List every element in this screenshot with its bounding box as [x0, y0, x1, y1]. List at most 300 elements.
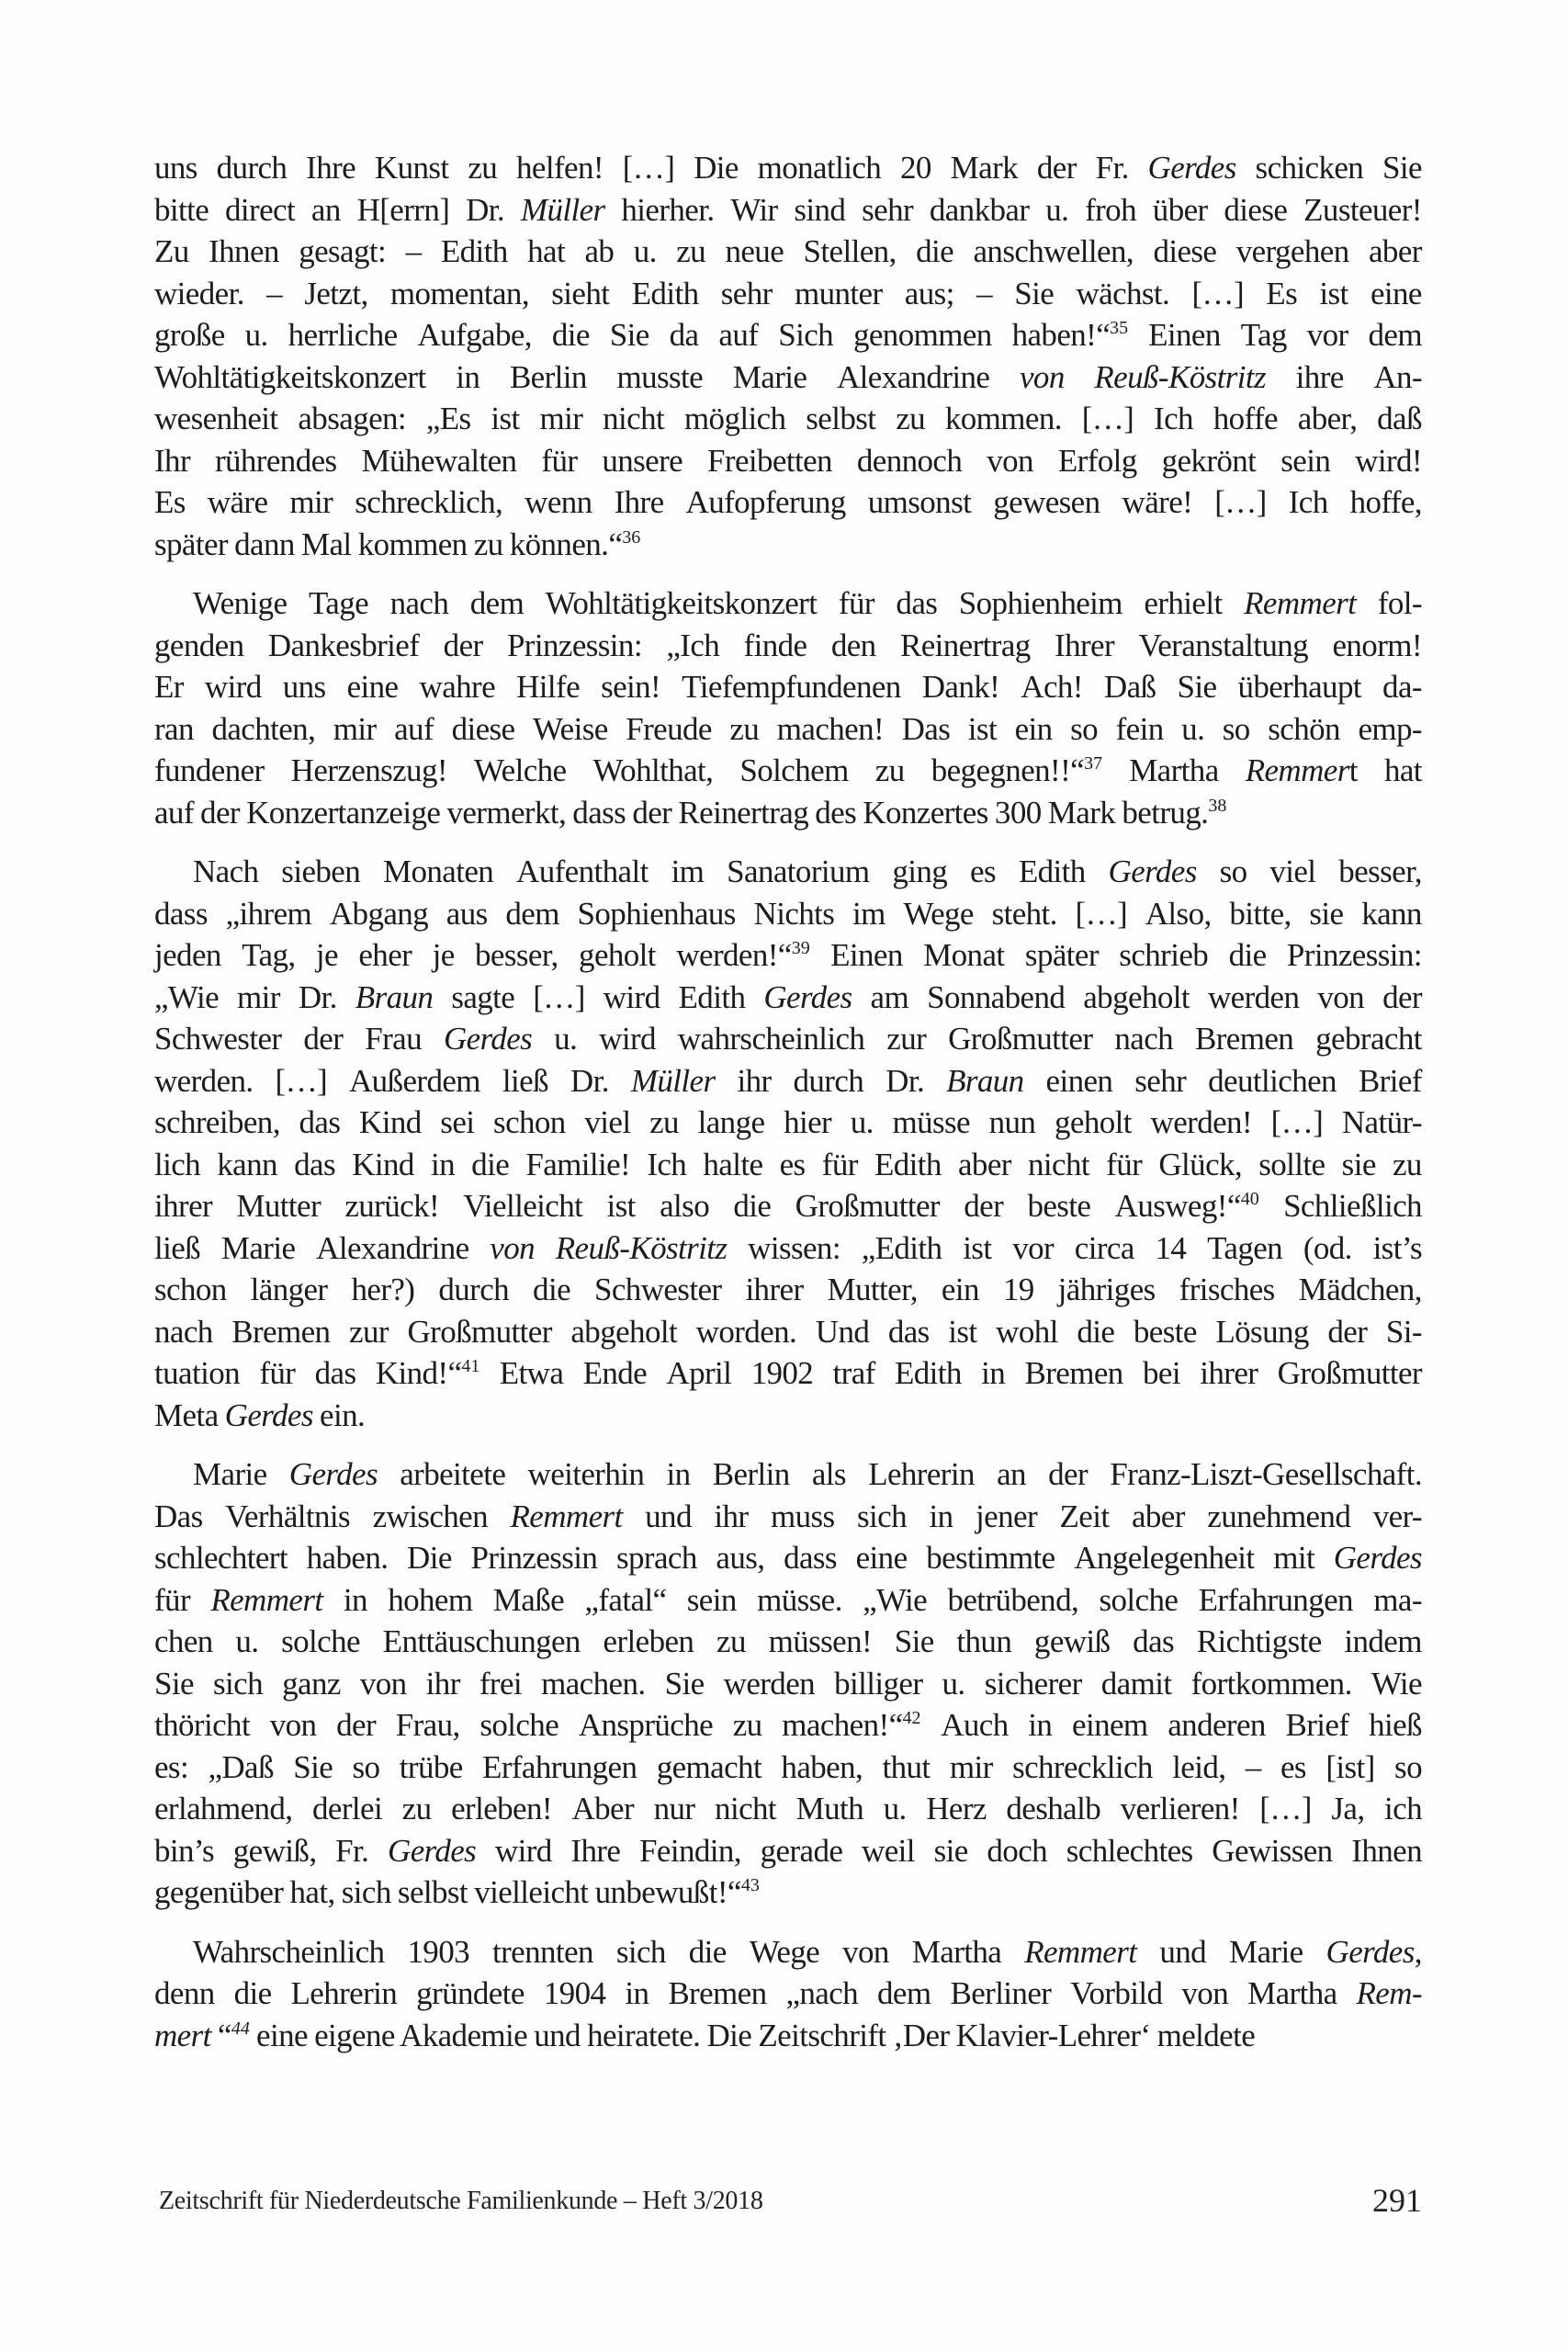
text: Angelegenheit [1074, 1540, 1255, 1576]
text: auf [718, 317, 759, 353]
word [154, 356, 426, 399]
text-line [154, 1144, 1422, 1186]
word [750, 1931, 819, 1973]
word [441, 231, 508, 273]
word [862, 1830, 915, 1872]
word [886, 1018, 926, 1060]
text: so [1222, 710, 1250, 747]
text: halte [703, 1146, 763, 1182]
word [976, 1496, 1037, 1538]
word [493, 1579, 564, 1622]
word [1327, 1311, 1367, 1353]
word [154, 893, 208, 935]
word [200, 795, 240, 831]
word [896, 582, 937, 625]
text: ihrer [1200, 1355, 1258, 1391]
text: Franz-Liszt-Gesellschaft. [1110, 1456, 1422, 1492]
word [831, 625, 876, 667]
italic-text: Braun [355, 978, 434, 1015]
word [922, 666, 999, 708]
word [291, 1973, 398, 2015]
text: haben. [306, 1540, 389, 1576]
word [946, 1060, 1024, 1102]
text: zu [716, 1623, 746, 1659]
text: dass [154, 895, 208, 932]
text: Dr. [298, 978, 337, 1015]
text: Außerdem [348, 1062, 480, 1099]
text: erhielt [1144, 585, 1223, 621]
word [1256, 147, 1364, 189]
text-line [154, 1018, 1422, 1060]
text: thun [956, 1623, 1012, 1659]
word [312, 1788, 382, 1830]
text: hier [784, 1104, 832, 1140]
text: dachten, [211, 710, 316, 747]
word [666, 1352, 731, 1395]
text: dass [572, 794, 626, 831]
text: Konzertes [863, 794, 988, 831]
word [420, 666, 496, 708]
word [739, 750, 848, 792]
word [981, 1352, 1005, 1395]
word [208, 1747, 273, 1789]
text-line [154, 147, 1422, 189]
text: – [976, 275, 992, 311]
word [154, 1874, 283, 1910]
text: solche [1099, 1581, 1179, 1618]
word [963, 1227, 991, 1270]
paragraph [154, 582, 1422, 833]
word [948, 1018, 1092, 1060]
word [451, 1788, 552, 1830]
word [665, 1663, 705, 1705]
word [154, 1397, 219, 1433]
word [716, 1621, 746, 1663]
word [383, 1621, 581, 1663]
text: nicht [603, 401, 665, 436]
italic-text: Reuß-Köstritz [555, 1229, 728, 1266]
text: ließ [154, 1229, 201, 1266]
word [505, 893, 558, 935]
italic-text: Müller [630, 1062, 716, 1099]
text: von [842, 1933, 889, 1970]
word [1246, 1747, 1261, 1789]
word [1299, 1269, 1422, 1311]
word [225, 1397, 313, 1433]
italic-text: von [490, 1229, 536, 1266]
word [516, 147, 604, 189]
text: u. [1181, 710, 1205, 747]
text: dem [505, 895, 559, 932]
word [510, 526, 641, 562]
word [154, 1018, 281, 1060]
text: traf [832, 1355, 875, 1391]
footnote-ref: 42 [902, 1708, 921, 1728]
word [1122, 795, 1226, 831]
text: Ach! [1021, 669, 1083, 705]
word [1208, 1060, 1337, 1102]
footnote-ref: 35 [1110, 318, 1129, 338]
word [1246, 750, 1358, 792]
word [626, 708, 712, 751]
text: Dr. [570, 1062, 609, 1099]
word [1384, 1788, 1422, 1830]
text: mit [1273, 1540, 1315, 1576]
word [270, 1704, 317, 1747]
word [1208, 977, 1299, 1019]
word [830, 934, 903, 977]
word [1361, 893, 1422, 935]
text: ganz [282, 1665, 341, 1702]
text: „Daß [208, 1748, 274, 1785]
word [154, 795, 194, 831]
word [995, 795, 1042, 831]
text: Konzertanzeige [246, 794, 441, 831]
text: Kunst [374, 150, 449, 186]
text: Lehrerin [290, 1975, 398, 2011]
word [1172, 1747, 1225, 1789]
word [492, 1931, 593, 1973]
text: Bremen [231, 1313, 331, 1350]
paragraph [154, 147, 1422, 565]
text: zu [729, 710, 760, 747]
text: „ihrem [225, 895, 312, 932]
text: Edith [631, 275, 699, 311]
word [502, 1060, 548, 1102]
word [647, 1144, 686, 1186]
text: ist [967, 710, 998, 747]
text: als [811, 1456, 846, 1492]
text: Feindin, [639, 1832, 741, 1869]
word [806, 398, 875, 440]
word [1373, 1227, 1422, 1270]
text: ihr [714, 1498, 749, 1534]
text: doch [987, 1832, 1048, 1869]
text: wird [204, 669, 262, 705]
word [959, 582, 1122, 625]
text: Ihnen [209, 233, 279, 269]
word [794, 1060, 864, 1102]
text: lich [154, 1146, 201, 1182]
text: arbeitete [400, 1456, 506, 1492]
text-line [154, 314, 1422, 356]
word [298, 398, 406, 440]
word [715, 1788, 776, 1830]
word [1382, 977, 1422, 1019]
word [639, 1830, 741, 1872]
text: genommen [852, 317, 992, 353]
text-line [154, 231, 1422, 273]
text: 300 [994, 794, 1042, 831]
text: ma- [1373, 1581, 1422, 1618]
text: dass [784, 1540, 837, 1576]
text: Aufenthalt [516, 854, 649, 889]
word [407, 1931, 469, 1973]
word [616, 1537, 697, 1579]
footnote-ref: 41 [461, 1356, 480, 1376]
text: April [666, 1355, 732, 1391]
text: ein. [320, 1396, 366, 1433]
text: Edith [895, 1355, 962, 1391]
word [1153, 231, 1216, 273]
word [154, 1621, 213, 1663]
text: Sonnabend [927, 978, 1066, 1015]
text: von [359, 1665, 407, 1702]
word [594, 1269, 721, 1311]
word [751, 1352, 814, 1395]
text: umsonst [867, 484, 972, 520]
word [225, 1496, 350, 1538]
text: H[errn] [356, 191, 450, 228]
word [154, 1788, 292, 1830]
text: fortkommen. [1190, 1665, 1352, 1702]
word [815, 795, 856, 831]
word [856, 1537, 908, 1579]
word [1181, 708, 1204, 751]
text: erlahmend, [154, 1791, 293, 1826]
word [579, 934, 656, 977]
text: Die [706, 2017, 752, 2053]
text: aber [957, 1146, 1011, 1182]
text: Wege [749, 1933, 820, 1970]
word [930, 189, 1030, 232]
word [309, 582, 368, 625]
word [578, 893, 736, 935]
text: 14 [1155, 1229, 1187, 1266]
text: Alexandrine [836, 358, 990, 395]
text: in [625, 1975, 649, 2011]
word [281, 851, 360, 893]
word [500, 1352, 564, 1395]
word [1058, 1269, 1156, 1311]
word [234, 1973, 272, 2015]
word [875, 750, 905, 792]
word [556, 1227, 728, 1270]
word [470, 582, 524, 625]
text: für [838, 585, 874, 621]
text: Marie [1229, 1933, 1303, 1970]
word [601, 666, 660, 708]
word [714, 1496, 748, 1538]
word [1028, 1144, 1089, 1186]
word [407, 1537, 452, 1579]
text: kann [1361, 895, 1422, 932]
text: anderen [1168, 1707, 1266, 1743]
word [351, 1269, 414, 1311]
text: her?) [351, 1272, 415, 1307]
text: neue [725, 233, 784, 269]
text: schon [154, 1272, 227, 1307]
word [218, 2018, 250, 2053]
text: Ansprüche [578, 1707, 714, 1743]
word [551, 273, 609, 315]
text: Edith [1018, 854, 1086, 889]
word [193, 1931, 384, 1973]
text: thöricht [154, 1707, 251, 1743]
text: zwischen [372, 1498, 488, 1534]
word [474, 750, 566, 792]
word [716, 1537, 764, 1579]
text: werden [1207, 978, 1300, 1015]
text: ist [1319, 275, 1348, 311]
text: vermerkt, [446, 794, 567, 831]
word [416, 1973, 525, 2015]
word [902, 708, 951, 751]
text: ihr [425, 1665, 460, 1702]
word [426, 1663, 460, 1705]
text: gesagt: [299, 233, 387, 269]
word [316, 1227, 468, 1270]
text: weiterhin [527, 1456, 645, 1492]
text: Edith [678, 978, 746, 1015]
word [154, 750, 265, 792]
word [333, 708, 377, 751]
word [780, 1144, 806, 1186]
word [1151, 1102, 1252, 1144]
word [916, 231, 953, 273]
text: ist [963, 1229, 992, 1266]
text: eine [346, 669, 399, 705]
word [1350, 481, 1422, 524]
word [534, 2018, 581, 2053]
text: Mutter [236, 1188, 321, 1224]
word [406, 231, 422, 273]
word [950, 1747, 993, 1789]
word [154, 189, 209, 232]
word [311, 189, 341, 232]
text: Ausweg!“ [1114, 1188, 1241, 1224]
text: in [430, 1146, 455, 1182]
word [1195, 1018, 1293, 1060]
text: leid, [1172, 1748, 1226, 1785]
word [632, 273, 699, 315]
text: 19 [1002, 1272, 1034, 1307]
word [671, 851, 705, 893]
word [289, 1453, 378, 1496]
word [686, 481, 846, 524]
word [730, 189, 777, 232]
word [154, 398, 278, 440]
text: beste [1027, 1188, 1091, 1224]
text: Großmutter [1277, 1355, 1422, 1391]
word [390, 273, 529, 315]
word [1307, 314, 1348, 356]
word [479, 1704, 558, 1747]
text: hohem [388, 1581, 473, 1618]
word [1109, 851, 1197, 893]
word [1317, 977, 1364, 1019]
word [771, 1496, 835, 1538]
word [466, 189, 504, 232]
word [1213, 398, 1278, 440]
word [862, 1227, 942, 1270]
word [246, 795, 440, 831]
text: der [336, 1707, 377, 1743]
italic-text: Rem- [1356, 1975, 1422, 2011]
word [1280, 440, 1330, 482]
word [349, 1311, 389, 1353]
word [784, 1537, 837, 1579]
text: sieht [551, 275, 610, 311]
word [360, 1663, 407, 1705]
text: Sich [778, 317, 834, 353]
word [352, 1144, 414, 1186]
word [1162, 440, 1257, 482]
text: am [870, 978, 909, 1015]
word [154, 1830, 214, 1872]
word [725, 231, 784, 273]
text: wissen: [748, 1229, 840, 1266]
text: betrug. [1122, 794, 1209, 831]
word [282, 1663, 341, 1705]
text: helfen! [516, 150, 604, 186]
word [1133, 1621, 1174, 1663]
text: für [259, 1355, 296, 1391]
text: dem [877, 1975, 931, 2011]
text: Muth [795, 1791, 864, 1826]
text-line [154, 1395, 1422, 1437]
word [236, 1185, 321, 1227]
word [863, 1579, 927, 1622]
word [358, 934, 412, 977]
word [1012, 1747, 1153, 1789]
word [210, 1579, 322, 1622]
word [631, 1060, 716, 1102]
word [540, 398, 583, 440]
word [900, 625, 1031, 667]
word [1200, 1352, 1258, 1395]
text: wird [599, 1021, 656, 1057]
word [604, 1621, 694, 1663]
word [1259, 1788, 1312, 1830]
word [1199, 1579, 1353, 1622]
italic-text: Gerdes [1108, 854, 1197, 889]
text-line [154, 977, 1422, 1019]
word [1212, 1830, 1332, 1872]
text: zu [649, 1104, 679, 1140]
word [293, 1747, 333, 1789]
word [670, 314, 699, 356]
word [698, 1102, 765, 1144]
text: trennten [491, 1933, 593, 1970]
word [154, 1663, 194, 1705]
text: zu [468, 150, 498, 186]
word [868, 1453, 975, 1496]
text: gewiß, [232, 1832, 317, 1869]
text: wahre [419, 669, 496, 705]
word [1158, 1144, 1242, 1186]
text: so [1070, 710, 1099, 747]
paragraph [154, 851, 1422, 1436]
text: es [1280, 1748, 1306, 1785]
word [570, 1311, 677, 1353]
text-line [154, 851, 1422, 893]
text: mir [237, 978, 280, 1015]
word [689, 1931, 727, 1973]
text: Er [154, 669, 184, 705]
text: mir [539, 401, 583, 436]
italic-text: Gerdes [1333, 1540, 1422, 1576]
word [1027, 1185, 1090, 1227]
text-line [154, 1352, 1422, 1395]
word [678, 1018, 864, 1060]
text-line [154, 1453, 1422, 1496]
text: steht. [991, 895, 1057, 932]
word [398, 1874, 468, 1910]
text: (od. [1303, 1229, 1352, 1266]
text: Hilfe [516, 669, 581, 705]
text: – [1245, 1748, 1261, 1785]
